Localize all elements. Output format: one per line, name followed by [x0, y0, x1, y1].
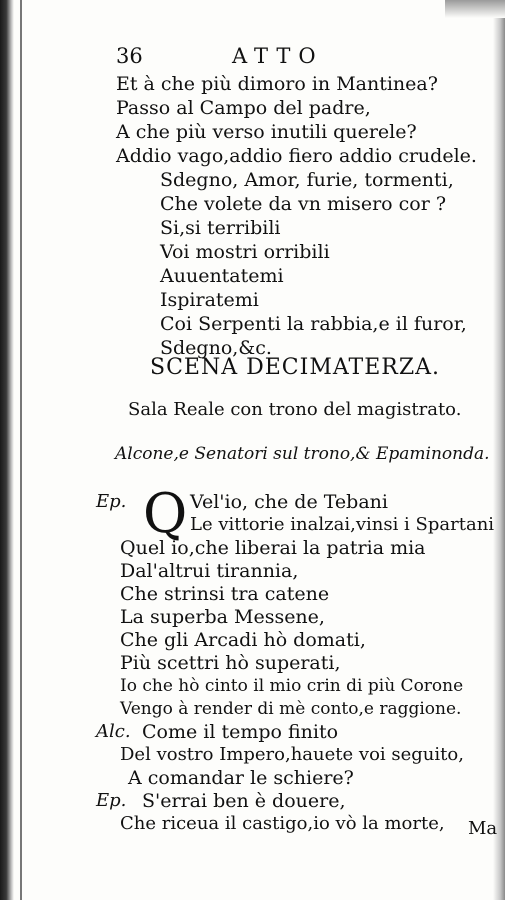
catchword: Ma [468, 818, 498, 839]
dialogue-line: La superba Messene, [120, 606, 325, 628]
running-title: ATTO [232, 44, 324, 68]
speaker-label: Alc. [96, 721, 131, 742]
dialogue-line: Quel io,che liberai la patria mia [120, 537, 426, 559]
aria-line: Sdegno, Amor, furie, tormenti, [160, 169, 454, 191]
scene-title: SCENA DECIMATERZA. [150, 355, 440, 380]
aria-line: Auuentatemi [160, 265, 284, 287]
verse-line: Passo al Campo del padre, [116, 97, 371, 119]
aria-line: Coi Serpenti la rabbia,e il furor, [160, 313, 467, 335]
aria-line: Si,si terribili [160, 217, 281, 239]
binding-shadow [0, 0, 14, 900]
dialogue-line: Più scettri hò superati, [120, 652, 341, 674]
dialogue-line: Le vittorie inalzai,vinsi i Spartani [190, 514, 495, 535]
verse-line: A che più verso inutili querele? [116, 121, 417, 143]
dialogue-line: Vel'io, che de Tebani [190, 491, 388, 513]
dialogue-line: Che strinsi tra catene [120, 583, 330, 605]
scene-characters: Alcone,e Senatori sul trono,& Epaminonda. [115, 444, 490, 464]
aria-line: Voi mostri orribili [160, 241, 330, 263]
drop-cap: Q [143, 482, 188, 545]
dialogue-line: Del vostro Impero,hauete voi seguito, [120, 744, 464, 765]
scene-setting: Sala Reale con trono del magistrato. [128, 399, 462, 420]
page-edge-shadow [493, 0, 505, 900]
dialogue-line: Dal'altrui tirannia, [120, 560, 299, 582]
aria-line: Che volete da vn misero cor ? [160, 193, 447, 215]
verse-line: Addio vago,addio fiero addio crudele. [116, 145, 477, 167]
dialogue-line: A comandar le schiere? [128, 767, 354, 789]
page-gutter-line [20, 0, 22, 900]
dialogue-line: Come il tempo finito [142, 721, 339, 743]
dialogue-line: Che gli Arcadi hò domati, [120, 629, 366, 651]
page-corner-shadow [445, 0, 505, 18]
dialogue-line: S'errai ben è douere, [142, 790, 346, 812]
speaker-label: Ep. [96, 790, 127, 811]
dialogue-line: Io che hò cinto il mio crin di più Corone [120, 676, 464, 696]
verse-line: Et à che più dimoro in Mantinea? [116, 73, 438, 95]
page-number: 36 [116, 44, 143, 68]
dialogue-line: Vengo à render di mè conto,e raggione. [120, 699, 462, 719]
speaker-label: Ep. [96, 491, 127, 512]
aria-line: Sdegno,&c. [160, 337, 272, 359]
aria-line: Ispiratemi [160, 289, 259, 311]
dialogue-line: Che riceua il castigo,io vò la morte, [120, 813, 445, 834]
